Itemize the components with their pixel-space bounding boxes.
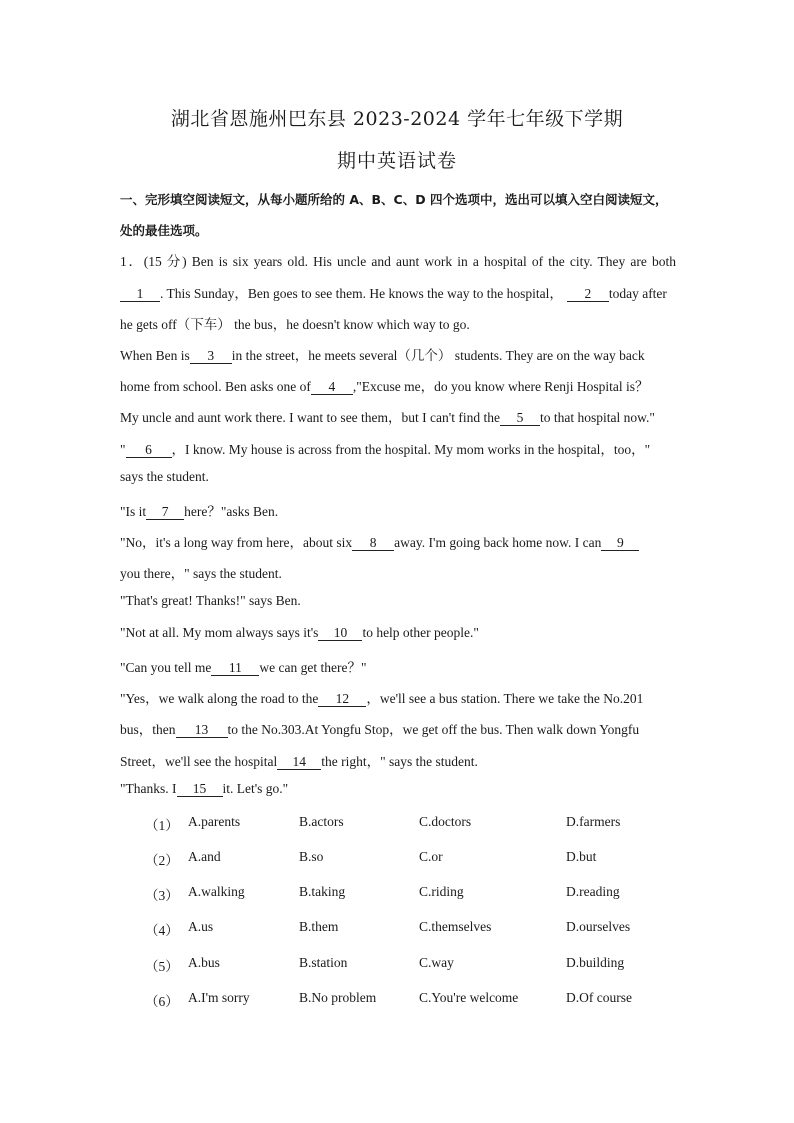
passage-text: to the No.303.At Yongfu Stop，we get off the bus. Then walk down Yongfu [227, 722, 640, 737]
passage-text: here？"asks Ben. [184, 504, 279, 519]
option-number: （4） [145, 923, 179, 938]
option-d: D.Of course [566, 990, 632, 1005]
passage-line-14 [120, 656, 676, 676]
passage-text: home from school. Ben asks one of [120, 379, 311, 394]
passage-line-12: "That's great! Thanks!" says Ben. [120, 593, 301, 608]
passage-line-13 [120, 625, 676, 641]
blank-9: 9 [601, 536, 639, 551]
passage-text: Street，we'll see the hospital [120, 754, 278, 769]
blank-1: 1 [120, 287, 160, 302]
passage-line-10 [120, 531, 676, 551]
option-b: B.No problem [299, 990, 377, 1005]
passage-text: " [120, 442, 126, 457]
option-a: A.bus [188, 955, 220, 970]
option-c: C.doctors [419, 814, 472, 829]
passage-text: "Is it [120, 504, 147, 519]
blank-15: 15 [177, 782, 223, 797]
option-number: （2） [145, 853, 179, 868]
option-b: B.so [299, 849, 324, 864]
passage-text: it. Let's go." [222, 781, 289, 796]
passage-text: to help other people." [362, 625, 479, 640]
option-a: A.walking [188, 884, 245, 899]
passage-text: . This Sunday，Ben goes to see them. He knows the way to the hospital， [160, 286, 563, 301]
blank-2: 2 [567, 287, 609, 302]
passage-line-17 [120, 750, 676, 770]
option-c: C.way [419, 955, 454, 970]
option-b: B.them [299, 919, 339, 934]
passage-text: we can get there？" [259, 660, 367, 675]
option-b: B.taking [299, 884, 346, 899]
option-number: （3） [145, 888, 179, 903]
passage-text: ，I know. My house is across from the hospital. My mom works in the hospital，too，" [171, 442, 651, 457]
passage-line-1: 1．(15 分) Ben is six years old. His uncle and aunt work in a hospital of the city. They are both [120, 254, 676, 269]
passage-text: away. I'm going back home now. I can [394, 535, 602, 550]
passage-text: the right，" says the student. [321, 754, 478, 769]
passage-line-8: says the student. [120, 469, 209, 484]
passage-text: bus，then [120, 722, 176, 737]
passage-text: My uncle and aunt work there. I want to see them，but I can't find the [120, 410, 500, 425]
passage-text: today after [608, 286, 667, 301]
passage-text: ，we'll see a bus station. There we take the No.201 [366, 691, 644, 706]
option-d: D.but [566, 849, 597, 864]
exam-subtitle: 期中英语试卷 [336, 150, 457, 172]
option-b: B.station [299, 955, 348, 970]
passage-line-5 [120, 375, 676, 395]
passage-line-18 [120, 781, 676, 797]
passage-text: "Not at all. My mom always says it's [120, 625, 319, 640]
blank-10: 10 [318, 626, 362, 641]
blank-6: 6 [126, 443, 172, 458]
option-d: D.farmers [566, 814, 621, 829]
option-c: C.You're welcome [419, 990, 519, 1005]
blank-3: 3 [190, 349, 232, 364]
option-d: D.ourselves [566, 919, 631, 934]
option-d: D.reading [566, 884, 620, 899]
option-d: D.building [566, 955, 625, 970]
blank-12: 12 [318, 692, 366, 707]
passage-line-3: he gets off（下车） the bus，he doesn't know which way to go. [120, 317, 470, 332]
option-b: B.actors [299, 814, 344, 829]
passage-text: "Can you tell me [120, 660, 212, 675]
passage-text: in the street，he meets several（几个） students. They are on the way back [231, 348, 645, 363]
option-a: A.us [188, 919, 214, 934]
passage-text: "No，it's a long way from here，about six [120, 535, 353, 550]
option-c: C.or [419, 849, 443, 864]
blank-13: 13 [176, 723, 228, 738]
option-number: （1） [145, 818, 179, 833]
exam-title: 湖北省恩施州巴东县 2023-2024 学年七年级下学期 [170, 108, 624, 130]
passage-line-16 [120, 718, 676, 738]
passage-line-11: you there，" says the student. [120, 566, 282, 581]
passage-line-2 [120, 282, 676, 302]
option-c: C.themselves [419, 919, 492, 934]
passage-line-15 [120, 687, 676, 707]
option-a: A.and [188, 849, 221, 864]
blank-5: 5 [500, 411, 540, 426]
passage-line-4 [120, 344, 676, 364]
passage-text: to that hospital now." [539, 410, 655, 425]
option-c: C.riding [419, 884, 464, 899]
blank-8: 8 [352, 536, 394, 551]
option-a: A.I'm sorry [188, 990, 250, 1005]
blank-11: 11 [211, 661, 259, 676]
blank-7: 7 [146, 505, 184, 520]
passage-text: When Ben is [120, 348, 190, 363]
option-number: （5） [145, 959, 179, 974]
blank-4: 4 [311, 380, 353, 395]
passage-line-6 [120, 406, 676, 426]
passage-text: ,"Excuse me，do you know where Renji Hospital is？ [352, 379, 649, 394]
option-number: （6） [145, 994, 179, 1009]
blank-14: 14 [277, 755, 321, 770]
passage-text: "Yes，we walk along the road to the [120, 691, 319, 706]
passage-line-7 [120, 438, 676, 458]
passage-line-9 [120, 500, 676, 520]
option-a: A.parents [188, 814, 241, 829]
passage-text: "Thanks. I [120, 781, 177, 796]
section-instruction: 一、完形填空阅读短文，从每小题所给的 A、B、C、D 四个选项中，选出可以填入空白阅读短文，处的最佳选项。 [120, 192, 668, 238]
